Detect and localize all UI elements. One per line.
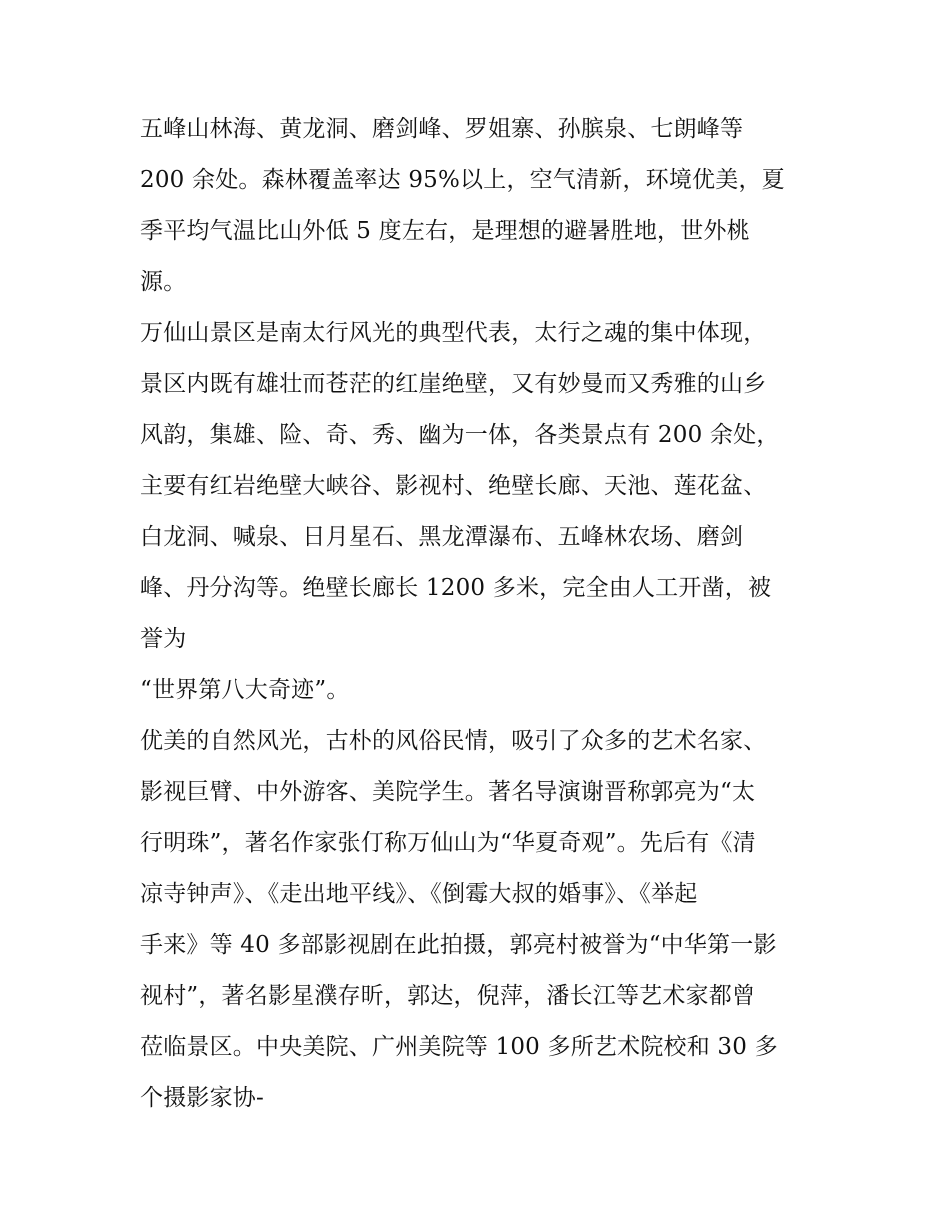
text-line-5: 万仙山景区是南太行风光的典型代表，太行之魂的集中体现， — [140, 320, 767, 346]
text-line-2: 200 余处。森林覆盖率达 95%以上，空气清新，环境优美，夏 — [140, 167, 785, 193]
text-line-8: 主要有红岩绝壁大峡谷、影视村、绝壁长廊、天池、莲花盆、 — [140, 473, 767, 499]
text-line-11: 誉为 — [140, 626, 187, 652]
text-line-14: 影视巨臂、中外游客、美院学生。著名导演谢晋称郭亮为“太 — [140, 779, 756, 805]
text-line-18: 视村”，著名影星濮存昕，郭达，倪萍，潘长江等艺术家都曾 — [140, 983, 756, 1009]
text-line-16: 凉寺钟声》、《走出地平线》、《倒霉大叔的婚事》、《举起 — [140, 881, 698, 907]
document-body — [140, 104, 820, 1124]
text-line-12: “世界第八大奇迹”。 — [140, 677, 350, 703]
text-line-17: 手来》等 40 多部影视剧在此拍摄，郭亮村被誉为“中华第一影 — [140, 932, 777, 958]
text-line-1: 五峰山林海、黄龙洞、磨剑峰、罗姐寨、孙膑泉、七朗峰等 — [140, 116, 744, 142]
text-line-13: 优美的自然风光，古朴的风俗民情，吸引了众多的艺术名家、 — [140, 728, 767, 754]
text-line-4: 源。 — [140, 269, 187, 295]
text-line-3: 季平均气温比山外低 5 度左右，是理想的避暑胜地，世外桃 — [140, 218, 750, 244]
text-line-6: 景区内既有雄壮而苍茫的红崖绝壁，又有妙曼而又秀雅的山乡 — [140, 371, 767, 397]
text-line-7: 风韵，集雄、险、奇、秀、幽为一体，各类景点有 200 余处， — [140, 422, 780, 448]
text-line-15: 行明珠”，著名作家张仃称万仙山为“华夏奇观”。先后有《清 — [140, 830, 756, 856]
text-line-9: 白龙洞、喊泉、日月星石、黑龙潭瀑布、五峰林农场、磨剑 — [140, 524, 744, 550]
text-line-10: 峰、丹分沟等。绝壁长廊长 1200 多米，完全由人工开凿，被 — [140, 575, 772, 601]
text-line-20: 个摄影家协- — [140, 1085, 264, 1111]
text-line-19: 莅临景区。中央美院、广州美院等 100 多所艺术院校和 30 多 — [140, 1034, 778, 1060]
